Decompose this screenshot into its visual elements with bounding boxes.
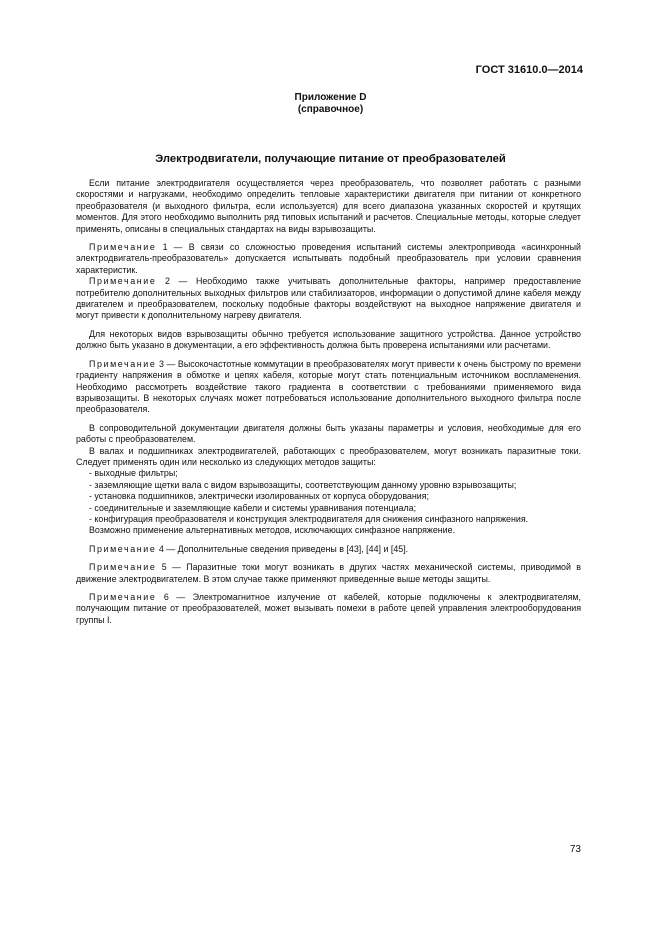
- list-item: - конфигурация преобразователя и конструкция электродвигателя для снижения синфазного напряжения.: [89, 513, 529, 524]
- note-6: [76, 592, 581, 626]
- list-item: - соединительные и заземляющие кабели и системы уравнивания потенциала;: [89, 502, 417, 513]
- page-number: 73: [569, 844, 581, 855]
- note-label: Примечание: [89, 242, 157, 253]
- note-label: Примечание: [89, 592, 157, 602]
- note-label: Примечание: [89, 543, 157, 554]
- note-3: [76, 359, 581, 416]
- note-4: [76, 544, 581, 555]
- note-text: 2 — Необходимо также учитывать дополнительные факторы, например предоставление потребителю дополнительных выходных фильтров или стабилизаторов, информации о допустимой длине кабеля между двигателем и преобразователем, поскольку подобные факторы воздействуют на выходное напряжение двигателя и могут привести к дополнительному нагреву двигателя.: [76, 276, 582, 321]
- paragraph: Для некоторых видов взрывозащиты обычно требуется использование защитного устройства. Данное устройство должно быть указано в документации, а его эффективность должна быть проверена испытаниями или расчетами.: [76, 328, 581, 351]
- note-text: 3 — Высокочастотные коммутации в преобразователях могут привести к очень быстрому по времени градиенту напряжения в обмотке и цепях кабеля, которые могут стать потенциальным источником воспламенения. Необходимо рассмотреть воздействие такого градиента в соответствии с требованиями применяемого вида взрывозащиты. В некоторых случаях может потребоваться использование дополнительного выходного фильтра после преобразователя.: [76, 358, 581, 415]
- note-2: [76, 276, 581, 322]
- standard-number: ГОСТ 31610.0—2014: [475, 64, 583, 76]
- list-item: - заземляющие щетки вала с видом взрывозащиты, соответствующим данному уровню взрывозащиты;: [89, 479, 517, 490]
- note-label: Примечание: [89, 562, 157, 573]
- list-item: - установка подшипников, электрически изолированных от корпуса оборудования;: [89, 491, 429, 502]
- paragraph: В сопроводительной документации двигателя должны быть указаны параметры и условия, необходимые для его работы с преобразователем.: [76, 422, 581, 445]
- note-text: 4 — Дополнительные сведения приведены в [43], [44] и [45].: [158, 543, 409, 554]
- list-item: - выходные фильтры;: [89, 468, 178, 479]
- note-label: Примечание: [89, 358, 157, 369]
- note-1: [76, 242, 581, 276]
- document-body: [76, 178, 581, 626]
- paragraph: Если питание электродвигателя осуществляется через преобразователь, что позволяет работать с разными скоростями и нагрузками, необходимо определить тепловые характеристики двигателя при питании от конкретного преобразователя (и выходного фильтра, если используется) для всего диапазона указанных скоростей и крутящих моментов. Для этого необходимо выполнить ряд типовых испытаний и расчетов. Специальные методы, которые следует применять, описаны в специальных стандартах на виды взрывозащиты.: [76, 178, 581, 234]
- note-5: [76, 562, 581, 585]
- paragraph: В валах и подшипниках электродвигателей, работающих с преобразователем, могут возникать паразитные токи. Следует применять один или несколько из следующих методов защиты:: [76, 445, 581, 467]
- note-text: 6 — Электромагнитное излучение от кабелей, которые подключены к электродвигателям, получающим питание от преобразователей, может вызывать помехи в работе цепей управления электрооборудования группы I.: [76, 592, 581, 625]
- paragraph: Возможно применение альтернативных методов, исключающих синфазное напряжение.: [89, 525, 456, 536]
- annex-type: (справочное): [297, 104, 364, 115]
- note-text: 5 — Паразитные токи могут возникать в других частях механической системы, приводимой в движение электродвигателем. В этом случае также применяют приведенные выше методы защиты.: [76, 562, 582, 584]
- annex-title: Приложение D: [294, 92, 367, 103]
- note-text: 1 — В связи со сложностью проведения испытаний системы электропривода «асинхронный электродвигатель-преобразователь» допускается испытывать подобный преобразователь при условии сравнения характеристик.: [76, 242, 581, 275]
- note-label: Примечание: [89, 276, 157, 287]
- section-title: Электродвигатели, получающие питание от преобразователей: [155, 153, 506, 165]
